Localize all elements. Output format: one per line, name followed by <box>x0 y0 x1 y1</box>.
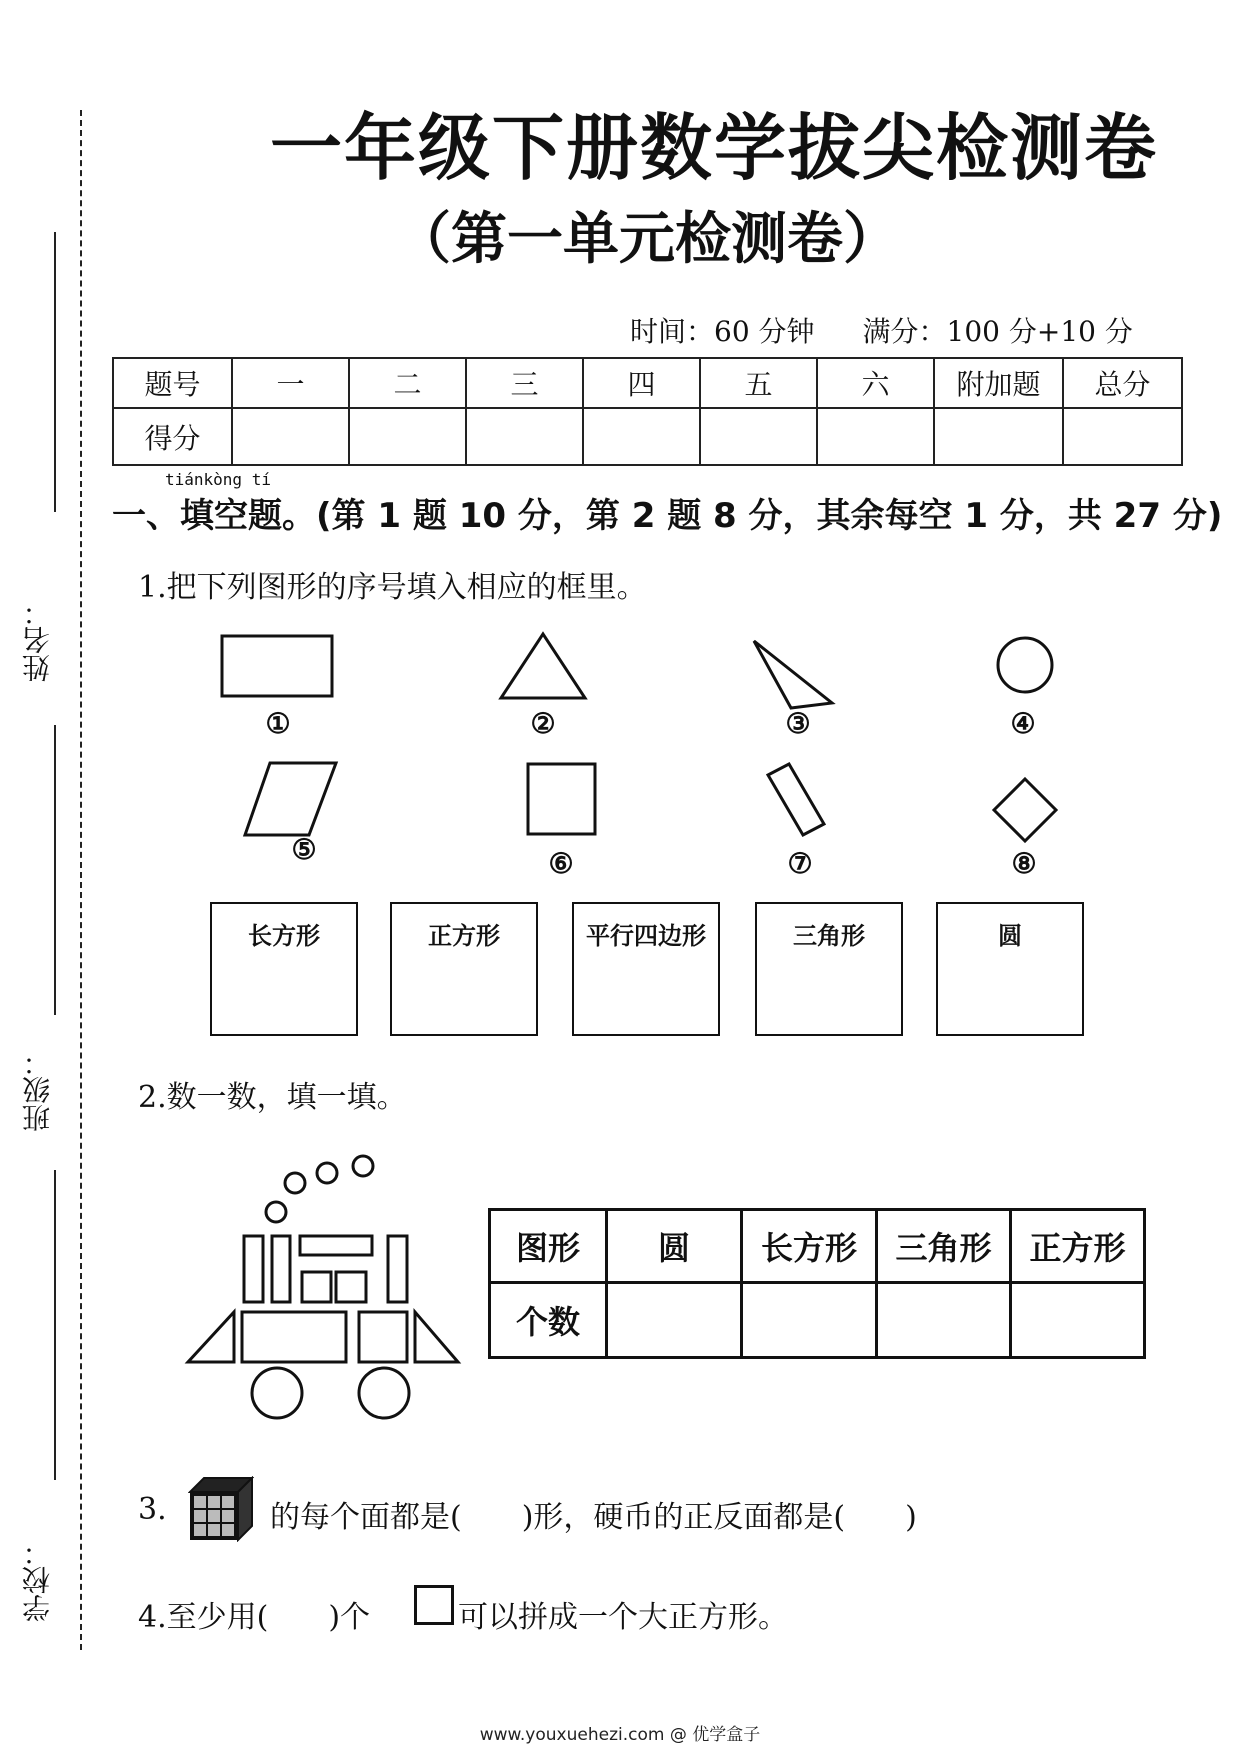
score-header-cell: 三 <box>466 358 583 408</box>
train-wheel <box>252 1368 302 1418</box>
train-rect <box>242 1312 346 1362</box>
section-pinyin: tiánkòng tí <box>165 470 271 489</box>
count-header-cell: 长方形 <box>742 1210 877 1283</box>
shape-label-6: ⑥ <box>548 847 574 880</box>
count-cell[interactable] <box>1011 1283 1145 1358</box>
score-header-cell: 题号 <box>113 358 232 408</box>
question-4-text-after: 可以拼成一个大正方形。 <box>458 1600 788 1635</box>
shape-label-3: ③ <box>785 707 811 740</box>
count-cell[interactable] <box>742 1283 877 1358</box>
school-label: 学校： <box>21 1538 54 1622</box>
shape-label-4: ④ <box>1010 707 1036 740</box>
train-triangle <box>415 1312 458 1362</box>
train-rect <box>272 1236 290 1302</box>
shape-label-2: ② <box>530 707 556 740</box>
count-header-cell: 圆 <box>607 1210 742 1283</box>
count-cell[interactable] <box>877 1283 1011 1358</box>
smoke-circle <box>285 1173 305 1193</box>
score-header-cell: 总分 <box>1063 358 1182 408</box>
score-header-cell: 四 <box>583 358 700 408</box>
rubiks-cube-icon <box>188 1476 254 1542</box>
train-rect <box>244 1236 263 1302</box>
score-header-cell: 附加题 <box>934 358 1063 408</box>
question-1-text: 1.把下列图形的序号填入相应的框里。 <box>138 570 647 605</box>
shape-label-5: ⑤ <box>291 833 317 866</box>
train-wheel <box>359 1368 409 1418</box>
smoke-circle <box>266 1202 286 1222</box>
shape-label-7: ⑦ <box>787 847 813 880</box>
answer-box-label: 长方形 <box>248 922 320 950</box>
question-3-number: 3. <box>138 1492 167 1527</box>
page-title: 一年级下册数学拔尖检测卷 <box>270 106 1159 190</box>
train-rect <box>302 1272 331 1302</box>
train-rect <box>388 1236 407 1302</box>
answer-box-label: 三角形 <box>793 922 865 950</box>
train-rect <box>300 1236 372 1255</box>
smoke-circle <box>353 1156 373 1176</box>
score-header-cell: 一 <box>232 358 349 408</box>
section-title: 一、填空题。(第 1 题 10 分，第 2 题 8 分，其余每空 1 分，共 27 分) <box>112 496 1223 536</box>
train-rect <box>336 1272 366 1302</box>
score-header-cell: 六 <box>817 358 934 408</box>
answer-box-label: 正方形 <box>428 922 500 950</box>
score-row-label: 得分 <box>113 408 232 465</box>
question-3-text: 的每个面都是( )形，硬币的正反面都是( ) <box>270 1500 917 1535</box>
score-header-cell: 二 <box>349 358 466 408</box>
answer-box-label: 圆 <box>998 922 1022 950</box>
question-4-text-before: 4.至少用( )个 <box>138 1600 371 1635</box>
answer-box-label: 平行四边形 <box>586 922 706 950</box>
shape-label-8: ⑧ <box>1011 847 1037 880</box>
count-cell[interactable] <box>607 1283 742 1358</box>
footer-watermark: www.youxuehezi.com @ 优学盒子 <box>479 1725 761 1745</box>
name-label: 姓名： <box>21 598 54 682</box>
train-rect <box>359 1312 407 1362</box>
count-header-cell: 图形 <box>490 1210 607 1283</box>
score-header-cell: 五 <box>700 358 817 408</box>
shape-label-1: ① <box>265 707 291 740</box>
smoke-circle <box>317 1163 337 1183</box>
question-2-text: 2.数一数，填一填。 <box>138 1080 407 1115</box>
count-row-label: 个数 <box>490 1283 607 1358</box>
small-square-icon <box>414 1585 454 1625</box>
exam-time: 时间：60 分钟 <box>630 315 815 348</box>
train-triangle <box>188 1312 234 1362</box>
count-header-cell: 正方形 <box>1011 1210 1145 1283</box>
count-header-cell: 三角形 <box>877 1210 1011 1283</box>
page-subtitle: （第一单元检测卷） <box>395 207 899 272</box>
class-label: 班级： <box>21 1048 54 1132</box>
count-table <box>488 1208 1146 1359</box>
exam-full-score: 满分：100 分+10 分 <box>862 315 1133 348</box>
